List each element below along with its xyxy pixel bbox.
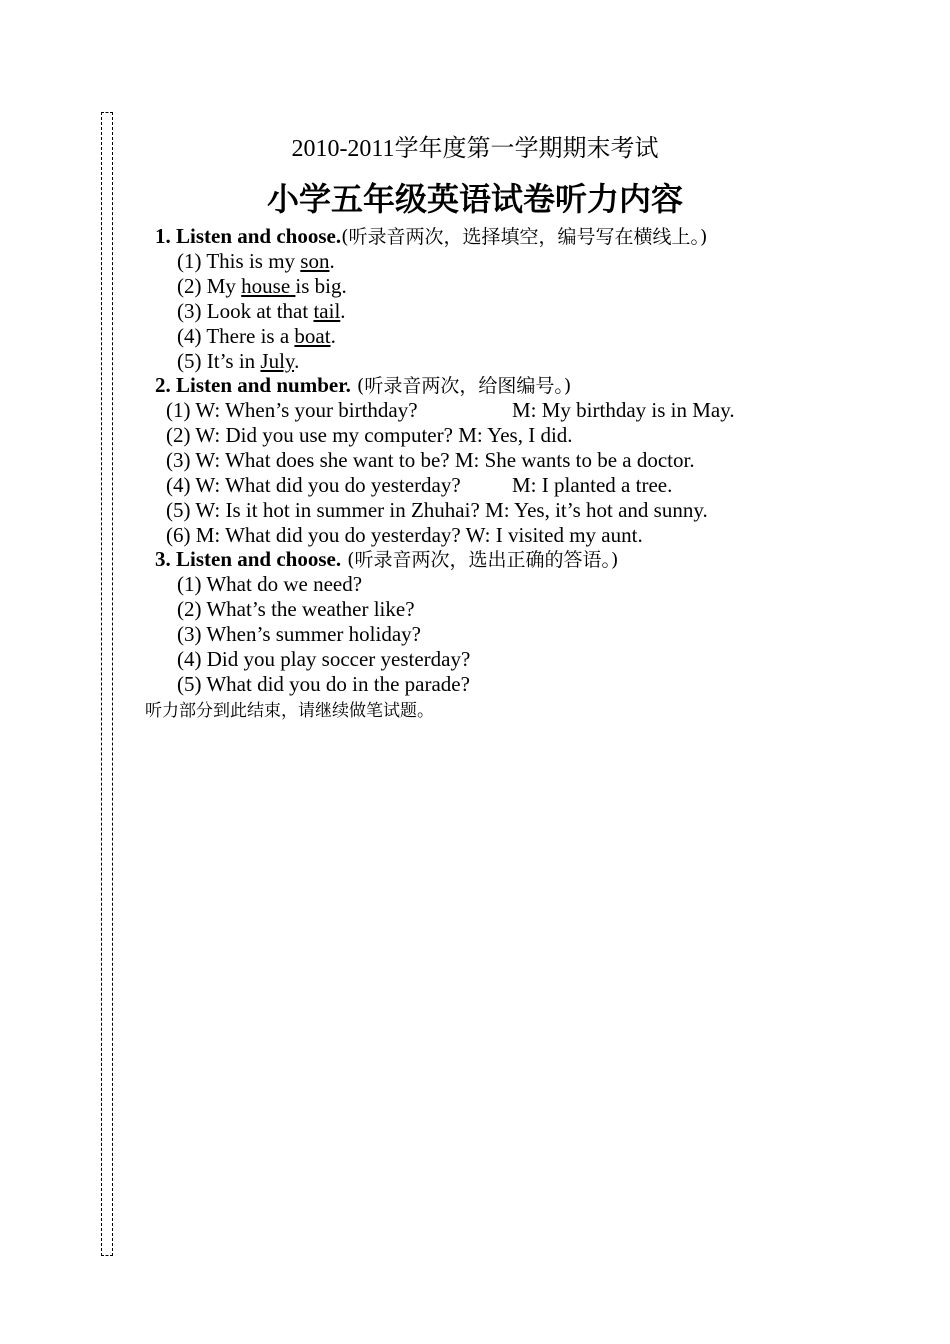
section2-item xyxy=(166,398,735,423)
section3-item: (5) What did you do in the parade? xyxy=(177,672,470,696)
dialogue-question: (4) W: What did you do yesterday? xyxy=(166,473,461,497)
section2-item xyxy=(166,523,643,548)
section2-item xyxy=(166,448,695,473)
listening-end-note: 听力部分到此结束，请继续做笔试题。 xyxy=(145,701,434,721)
paper-title: 小学五年级英语试卷听力内容 xyxy=(266,180,683,218)
dialogue-answer: M: Yes, it’s hot and sunny. xyxy=(485,498,708,522)
item-text: . xyxy=(330,324,336,348)
item-text: (4) There is a xyxy=(177,324,295,348)
section1-heading: 1. Listen and choose. xyxy=(155,224,342,248)
underlined-answer: boat xyxy=(294,324,331,348)
dialogue-question: (3) W: What does she want to be? xyxy=(166,448,450,472)
item-text: is big. xyxy=(295,274,347,298)
dialogue-answer: M: She wants to be a doctor. xyxy=(454,448,695,472)
section3-heading-line xyxy=(155,547,618,573)
section2-instruction: (听录音两次，给图编号。) xyxy=(350,375,572,397)
section1-item xyxy=(177,299,346,324)
item-text: . xyxy=(329,249,335,273)
dialogue-question: (5) W: Is it hot in summer in Zhuhai? xyxy=(166,498,480,522)
item-text: (3) Look at that xyxy=(177,299,314,323)
section1-heading-line xyxy=(155,224,707,250)
section2-item xyxy=(166,473,673,498)
section3-item: (2) What’s the weather like? xyxy=(177,597,415,621)
underlined-answer: son xyxy=(300,249,330,273)
section3-item: (3) When’s summer holiday? xyxy=(177,622,421,646)
item-text: (2) My xyxy=(177,274,242,298)
section1-item xyxy=(177,249,335,274)
section3-heading: 3. Listen and choose. xyxy=(155,547,342,571)
dialogue-answer: M: My birthday is in May. xyxy=(512,398,735,422)
dialogue-question: (2) W: Did you use my computer? xyxy=(166,423,453,447)
section1-item xyxy=(177,274,347,299)
item-text: (5) It’s in xyxy=(177,349,261,373)
section2-item xyxy=(166,498,708,523)
section1-item xyxy=(177,324,336,349)
section3-item: (1) What do we need? xyxy=(177,572,363,596)
dialogue-answer: M: I planted a tree. xyxy=(512,473,673,497)
section2-item xyxy=(166,423,573,448)
dialogue-answer: M: Yes, I did. xyxy=(458,423,573,447)
section3-instruction: (听录音两次，选出正确的答语。) xyxy=(341,549,619,571)
item-text: . xyxy=(294,349,300,373)
section2-heading-line xyxy=(155,373,571,399)
item-text: (1) This is my xyxy=(177,249,301,273)
exam-title: 2010-2011学年度第一学期期末考试 xyxy=(291,136,659,162)
item-text: . xyxy=(340,299,346,323)
section3-item: (4) Did you play soccer yesterday? xyxy=(177,647,471,671)
dialogue-answer: W: I visited my aunt. xyxy=(465,523,643,547)
section1-item xyxy=(177,349,299,374)
dialogue-question: (6) M: What did you do yesterday? xyxy=(166,523,461,547)
dialogue-question: (1) W: When’s your birthday? xyxy=(166,398,418,422)
underlined-answer: tail xyxy=(313,299,341,323)
underlined-answer: house xyxy=(241,274,296,298)
section2-heading: 2. Listen and number. xyxy=(155,373,351,397)
binding-margin-dashed-box xyxy=(101,112,113,1256)
section1-instruction: (听录音两次，选择填空，编号写在横线上。) xyxy=(341,226,708,248)
underlined-answer: July xyxy=(260,349,295,373)
